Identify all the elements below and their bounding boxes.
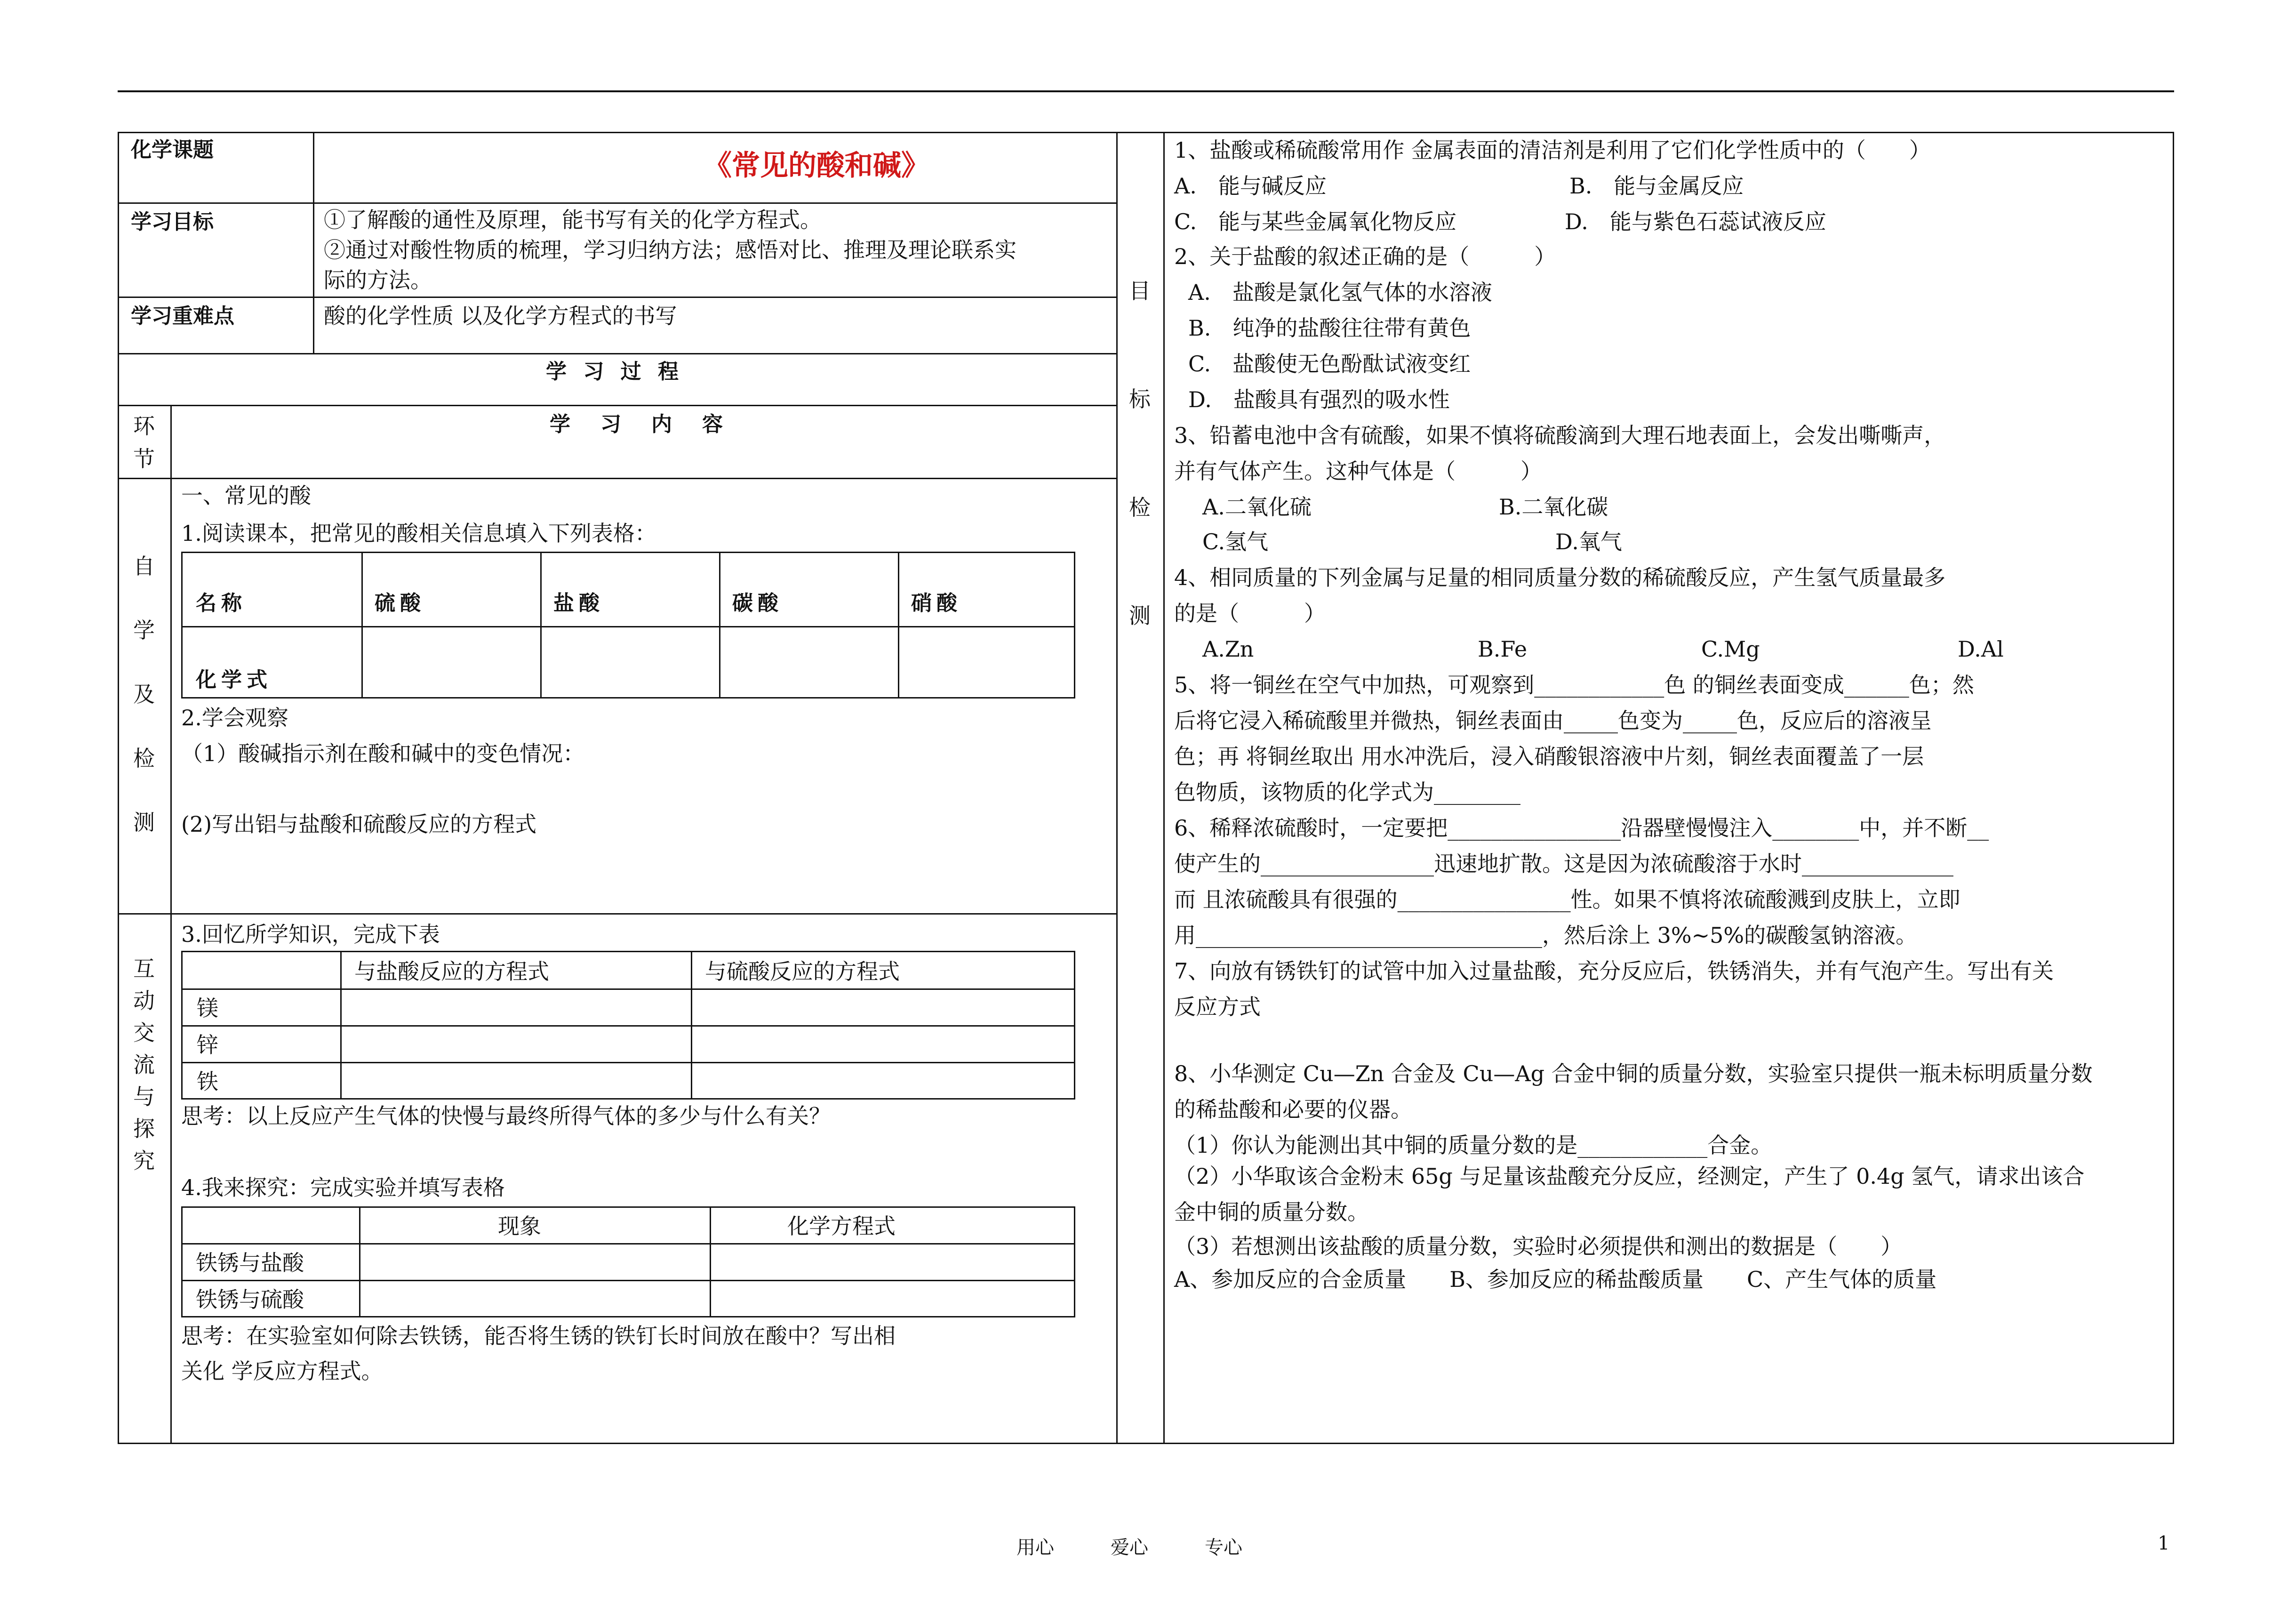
q2-option-a: A. 盐酸是氯化氢气体的水溶液 — [1188, 280, 1492, 305]
q8-line-1: 8、小华测定 Cu—Zn 合金及 Cu—Ag 合金中铜的质量分数，实验室只提供一瓶未标明质量分数 — [1174, 1061, 2093, 1086]
q3-option-c: C.氢气 — [1202, 529, 1269, 554]
metal-table — [181, 951, 1075, 1100]
acid-table-row-label: 化学式 — [196, 668, 272, 692]
row-line-6 — [118, 913, 1118, 915]
row-line-3 — [118, 353, 1118, 354]
section-header-2: 节 — [133, 446, 155, 472]
goal-2b: 际的方法。 — [324, 267, 432, 293]
mid-label-goal-check: 目 标 检 测 — [1129, 278, 1151, 628]
content-header: 学 习 内 容 — [550, 412, 728, 436]
acid-table-header: 硫酸 — [375, 591, 425, 615]
q4-option-a: A.Zn — [1202, 636, 1254, 662]
q5-line-4: 色物质，该物质的化学式为________ — [1174, 779, 1520, 805]
hdr-col-divider — [313, 132, 314, 353]
q8-sub-2b: 金中铜的质量分数。 — [1174, 1199, 1369, 1225]
page-number: 1 — [2158, 1533, 2170, 1554]
q5-line-3: 色；再 将铜丝取出 用水冲洗后，浸入硝酸银溶液中片刻，铜丝表面覆盖了一层 — [1174, 744, 1924, 769]
goal-label: 学习目标 — [131, 210, 214, 234]
section-header-1: 环 — [133, 413, 155, 439]
process-heading: 学 习 过 程 — [546, 360, 683, 384]
acid-table-header: 硝酸 — [911, 591, 962, 615]
rust-table-header: 现象 — [498, 1213, 541, 1239]
q3-option-b: B.二氧化碳 — [1499, 494, 1608, 520]
q5-line-2: 后将它浸入稀硫酸里并微热，铜丝表面由_____色变为_____色，反应后的溶液呈 — [1174, 708, 1932, 733]
metal-table-header: 与硫酸反应的方程式 — [705, 959, 900, 984]
acid-table-header: 名称 — [196, 591, 247, 615]
q4-option-b: B.Fe — [1478, 636, 1528, 662]
q1: 1、盐酸或稀硫酸常用作 金属表面的清洁剂是利用了它们化学性质中的（ ） — [1174, 137, 1931, 163]
s1-instruction: 1.阅读课本，把常见的酸相关信息填入下列表格： — [181, 521, 656, 546]
q6-line-3: 而 且浓硫酸具有很强的________________性。如果不慎将浓硫酸溅到皮肤上，立即 — [1174, 887, 1960, 912]
s2-item-1: （1）酸碱指示剂在酸和碱中的变色情况： — [181, 741, 585, 766]
metal-table-header: 与盐酸反应的方程式 — [354, 959, 549, 984]
q3-option-d: D.氧气 — [1555, 529, 1622, 554]
q6-line-1: 6、稀释浓硫酸时，一定要把________________沿器壁慢慢注入________中，并不断__ — [1174, 815, 1989, 841]
q4-option-d: D.Al — [1958, 636, 2004, 662]
acid-table — [181, 552, 1075, 699]
q8-sub-3: （3）若想测出该盐酸的质量分数，实验时必须提供和测出的数据是（ ） — [1174, 1234, 1903, 1259]
frame-left — [118, 132, 119, 1444]
q4-line-2: 的是（ ） — [1174, 601, 1326, 626]
q1-option-d: D. 能与紫色石蕊试液反应 — [1565, 209, 1826, 234]
rust-table-row: 铁锈与硫酸 — [196, 1287, 304, 1312]
q8-sub-2a: （2）小华取该合金粉末 65g 与足量该盐酸充分反应，经测定，产生了 0.4g 氢气，请求出该合 — [1174, 1164, 2085, 1189]
q2: 2、关于盐酸的叙述正确的是（ ） — [1174, 244, 1556, 269]
think-2a: 思考：在实验室如何除去铁锈，能否将生锈的铁钉长时间放在酸中？写出相 — [181, 1323, 896, 1349]
acid-table-header: 碳酸 — [732, 591, 783, 615]
think-1: 思考：以上反应产生气体的快慢与最终所得气体的多少与什么有关？ — [181, 1103, 831, 1129]
section-col-divider — [170, 405, 172, 1444]
key-label: 学习重难点 — [131, 304, 234, 328]
frame-top — [118, 132, 2174, 133]
q1-option-a: A. 能与碱反应 — [1174, 173, 1327, 199]
think-2b: 关化 学反应方程式。 — [181, 1358, 383, 1384]
q2-option-b: B. 纯净的盐酸往往带有黄色 — [1188, 315, 1471, 341]
divider-left-mid — [1116, 132, 1118, 1444]
q4-option-c: C.Mg — [1701, 636, 1760, 662]
q2-option-d: D. 盐酸具有强烈的吸水性 — [1188, 387, 1450, 412]
goal-2a: ②通过对酸性物质的梳理，学习归纳方法；感悟对比、推理及理论联系实 — [324, 237, 1016, 263]
q3-line-2: 并有气体产生。这种气体是（ ） — [1174, 458, 1542, 484]
frame-bottom — [118, 1443, 2174, 1444]
key-text: 酸的化学性质 以及化学方程式的书写 — [324, 303, 677, 329]
q4-line-1: 4、相同质量的下列金属与足量的相同质量分数的稀硫酸反应，产生氢气质量最多 — [1174, 565, 1946, 590]
q6-line-4: 用________________________________，然后涂上 3%~5%的碳酸氢钠溶液。 — [1174, 923, 1918, 948]
section-label-self-study: 自 学 及 检 测 — [133, 554, 155, 835]
goal-1: ①了解酸的通性及原理，能书写有关的化学方程式。 — [324, 207, 822, 233]
metal-table-row: 锌 — [197, 1032, 218, 1058]
q7-line-1: 7、向放有锈铁钉的试管中加入过量盐酸，充分反应后，铁锈消失，并有气泡产生。写出有关 — [1174, 958, 2054, 984]
footer-motto: 用心 爱心 专心 — [1016, 1537, 1242, 1558]
q1-option-c: C. 能与某些金属氧化物反应 — [1174, 209, 1457, 234]
q3-line-1: 3、铅蓄电池中含有硫酸，如果不慎将硫酸滴到大理石地表面上，会发出嘶嘶声， — [1174, 423, 1946, 448]
page-title: 《常见的酸和碱》 — [704, 149, 929, 182]
q8-line-2: 的稀盐酸和必要的仪器。 — [1174, 1097, 1412, 1122]
row-line-2 — [118, 297, 1118, 298]
section-label-interactive: 互 动 交 流 与 探 究 — [133, 956, 155, 1173]
q3-option-a: A.二氧化硫 — [1202, 494, 1312, 520]
q2-option-c: C. 盐酸使无色酚酞试液变红 — [1188, 351, 1471, 377]
q1-option-b: B. 能与金属反应 — [1569, 173, 1744, 199]
acid-table-header: 盐酸 — [553, 591, 604, 615]
metal-table-row: 铁 — [197, 1069, 218, 1094]
s1-heading: 一、常见的酸 — [181, 483, 311, 508]
s2-item-2: (2)写出铝与盐酸和硫酸反应的方程式 — [181, 811, 537, 837]
divider-mid-right — [1163, 132, 1165, 1444]
frame-right — [2173, 132, 2174, 1444]
course-label: 化学课题 — [131, 138, 214, 162]
row-line-1 — [118, 202, 1118, 204]
q5-line-1: 5、将一铜丝在空气中加热，可观察到____________色 的铜丝表面变成______色；然 — [1174, 672, 1974, 698]
rust-table-header: 化学方程式 — [787, 1213, 896, 1239]
q8-sub-1: （1）你认为能测出其中铜的质量分数的是____________合金。 — [1174, 1132, 1773, 1158]
s2-heading: 2.学会观察 — [181, 705, 288, 731]
rust-table — [181, 1206, 1075, 1317]
q8-options: A、参加反应的合金质量 B、参加反应的稀盐酸质量 C、产生气体的质量 — [1174, 1267, 1937, 1292]
header-rule — [118, 90, 2174, 92]
row-line-4 — [118, 405, 1118, 406]
q6-line-2: 使产生的________________迅速地扩散。这是因为浓硫酸溶于水时______________ — [1174, 851, 1953, 876]
row-line-5 — [118, 478, 1118, 479]
q7-line-2: 反应方式 — [1174, 994, 1261, 1020]
s4-heading: 4.我来探究：完成实验并填写表格 — [181, 1175, 505, 1200]
metal-table-row: 镁 — [197, 996, 218, 1021]
rust-table-row: 铁锈与盐酸 — [196, 1250, 304, 1276]
s3-heading: 3.回忆所学知识，完成下表 — [181, 922, 440, 947]
